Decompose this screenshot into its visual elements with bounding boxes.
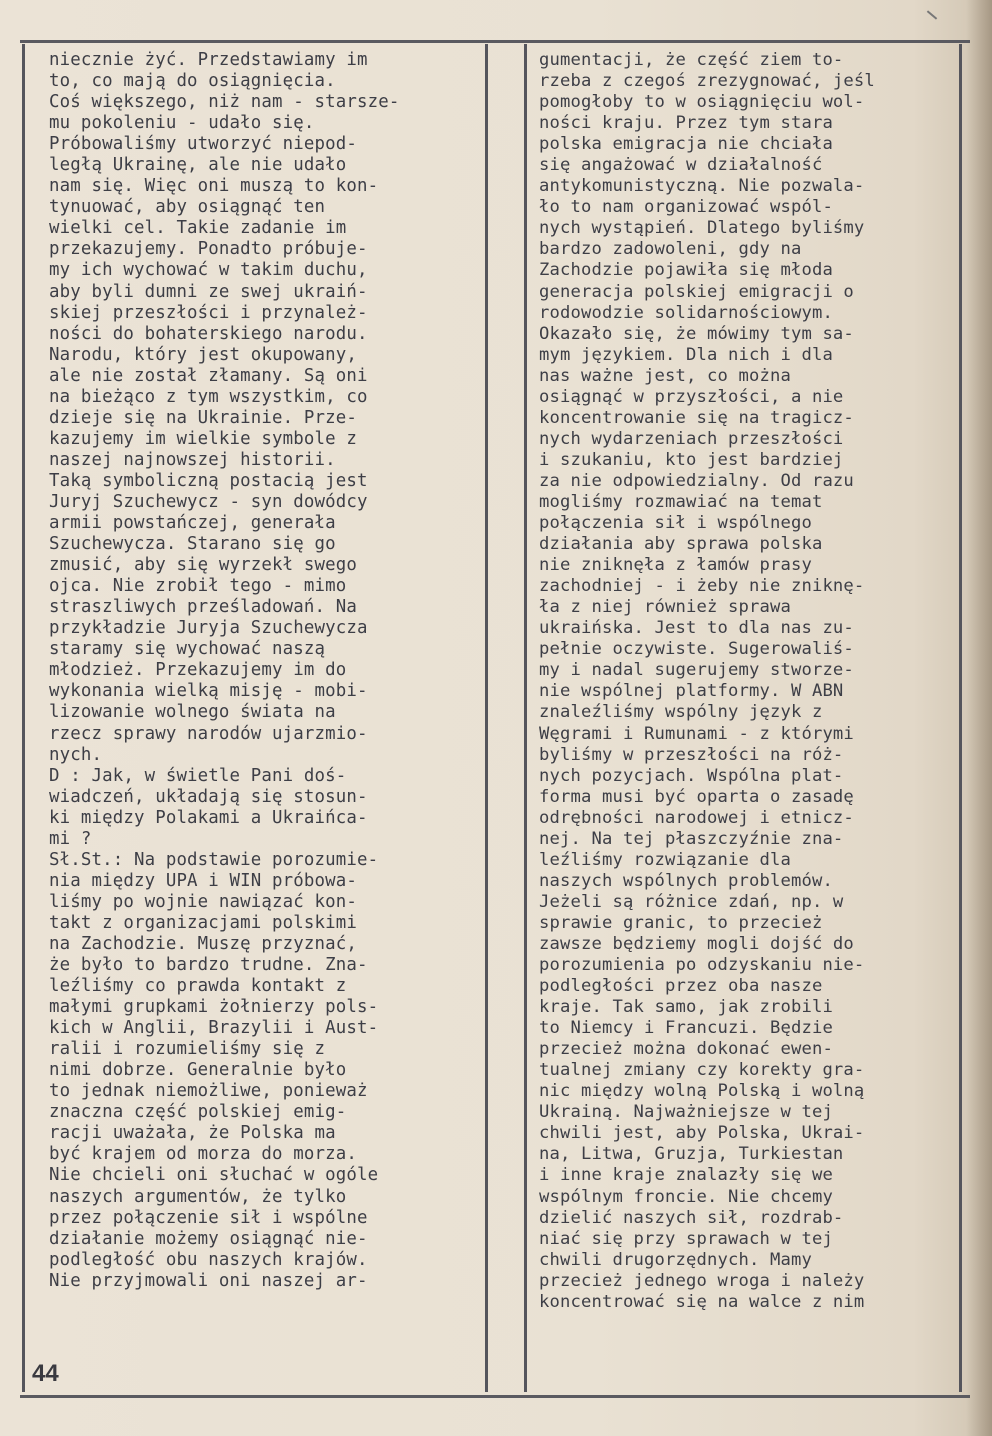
text-line: przecież można dokonać ewen-	[539, 1039, 833, 1060]
text-line: być krajem od morza do morza.	[49, 1144, 357, 1165]
text-line: za nie odpowiedzialny. Od razu	[539, 470, 854, 491]
text-line: koncentrować się na walce z nim	[539, 1291, 865, 1312]
text-line: działanie możemy osiągnąć nie-	[49, 1228, 368, 1249]
text-line: pełnie oczywiste. Sugerowaliś-	[539, 639, 854, 660]
text-line: młodzież. Przekazujemy im do	[49, 660, 347, 681]
text-line: rzecz sprawy narodów ujarzmio-	[49, 723, 368, 744]
text-line: kazujemy im wielkie symbole z	[49, 428, 357, 449]
text-line: mi ?	[49, 828, 92, 849]
text-line: ojca. Nie zrobił tego - mimo	[49, 576, 347, 597]
text-line: chwili drugorzędnych. Mamy	[539, 1249, 812, 1270]
text-line: ralii i rozumieliśmy się z	[49, 1039, 326, 1060]
text-line: naszych argumentów, że tylko	[49, 1186, 347, 1207]
text-line: straszliwych prześladowań. Na	[49, 597, 357, 618]
text-line: Zachodzie pojawiła się młoda	[539, 260, 833, 281]
text-line: rzeba z czegoś zrezygnować, jeśl	[539, 71, 875, 92]
text-line: ukraińska. Jest to dla nas zu-	[539, 618, 854, 639]
text-line: ki między Polakami a Ukraińca-	[49, 807, 368, 828]
text-line: staramy się wychować naszą	[49, 639, 326, 660]
text-line: i inne kraje znalazły się we	[539, 1165, 833, 1186]
text-line: znaczna część polskiej emig-	[49, 1102, 347, 1123]
text-line: to, co mają do osiągnięcia.	[49, 71, 336, 92]
text-line: antykomunistyczną. Nie pozwala-	[539, 176, 865, 197]
right-text-column	[524, 44, 962, 1392]
text-line: mu pokoleniu - udało się.	[49, 113, 315, 134]
text-line: Narodu, który jest okupowany,	[49, 344, 357, 365]
text-line: się angażować w działalność	[539, 155, 823, 176]
text-line: dzieje się na Ukrainie. Prze-	[49, 407, 357, 428]
text-line: małymi grupkami żołnierzy pols-	[49, 997, 379, 1018]
text-line: niać się przy sprawach w tej	[539, 1228, 833, 1249]
text-line: byliśmy w przeszłości na róż-	[539, 744, 844, 765]
text-line: wspólnym froncie. Nie chcemy	[539, 1186, 833, 1207]
text-line: przez połączenie sił i wspólne	[49, 1207, 368, 1228]
text-line: podległość obu naszych krajów.	[49, 1249, 368, 1270]
text-line: osiągnąć w przyszłości, a nie	[539, 386, 844, 407]
text-line: ale nie został złamany. Są oni	[49, 365, 368, 386]
text-line: nych wystąpień. Dlatego byliśmy	[539, 218, 865, 239]
text-line: ległą Ukrainę, ale nie udało	[49, 155, 347, 176]
page-number: 44	[32, 1360, 59, 1387]
text-line: naszych wspólnych problemów.	[539, 870, 833, 891]
text-line: my i nadal sugerujemy stworze-	[539, 660, 854, 681]
text-line: przekazujemy. Ponadto próbuje-	[49, 239, 368, 260]
text-line: Węgrami i Rumunami - z którymi	[539, 723, 854, 744]
text-line: Coś większego, niż nam - starsze-	[49, 92, 400, 113]
text-line: przecież jednego wroga i należy	[539, 1270, 865, 1291]
text-line: rodowodzie solidarnościowym.	[539, 302, 833, 323]
text-line: nam się. Więc oni muszą to kon-	[49, 176, 379, 197]
text-line: wiadczeń, układają się stosun-	[49, 786, 368, 807]
text-line: skiej przeszłości i przynależ-	[49, 302, 368, 323]
text-line: na, Litwa, Gruzja, Turkiestan	[539, 1144, 844, 1165]
text-line: nych wydarzeniach przeszłości	[539, 428, 844, 449]
text-line: kraje. Tak samo, jak zrobili	[539, 997, 833, 1018]
text-line: Okazało się, że mówimy tym sa-	[539, 323, 854, 344]
text-line: ło to nam organizować wspól-	[539, 197, 833, 218]
text-line: Juryj Szuchewycz - syn dowódcy	[49, 491, 368, 512]
text-line: przykładzie Juryja Szuchewycza	[49, 618, 368, 639]
text-line: niecznie żyć. Przedstawiamy im	[49, 50, 368, 70]
text-line: zawsze będziemy mogli dojść do	[539, 933, 854, 954]
corner-mark	[927, 10, 937, 19]
text-line: działania aby sprawa polska	[539, 534, 823, 555]
text-line: nas ważne jest, co można	[539, 365, 791, 386]
text-line: nie zniknęła z łamów prasy	[539, 555, 812, 576]
text-line: ności do bohaterskiego narodu.	[49, 323, 368, 344]
text-line: Jeżeli są różnice zdań, np. w	[539, 891, 844, 912]
text-line: lizowanie wolnego świata na	[49, 702, 336, 723]
text-line: Próbowaliśmy utworzyć niepod-	[49, 134, 357, 155]
text-line: pomogłoby to w osiągnięciu wol-	[539, 92, 865, 113]
text-line: to jednak niemożliwe, ponieważ	[49, 1081, 368, 1102]
text-line: znaleźliśmy wspólny język z	[539, 702, 823, 723]
text-line: sprawie granic, to przecież	[539, 912, 823, 933]
text-line: generacja polskiej emigracji o	[539, 281, 854, 302]
text-line: Taką symboliczną postacią jest	[49, 470, 368, 491]
left-text-column	[22, 44, 488, 1392]
text-line: nimi dobrze. Generalnie było	[49, 1060, 347, 1081]
text-line: Nie przyjmowali oni naszej ar-	[49, 1270, 368, 1291]
text-line: takt z organizacjami polskimi	[49, 912, 357, 933]
text-line: armii powstańczej, generała	[49, 513, 336, 534]
text-line: forma musi być oparta o zasadę	[539, 786, 854, 807]
text-line: porozumienia po odzyskaniu nie-	[539, 955, 865, 976]
text-line: tualnej zmiany czy korekty gra-	[539, 1060, 865, 1081]
text-line: gumentacji, że część ziem to-	[539, 50, 844, 70]
text-line: mogliśmy rozmawiać na temat	[539, 491, 823, 512]
text-line: to Niemcy i Francuzi. Będzie	[539, 1018, 833, 1039]
text-line: dzielić naszych sił, rozdrab-	[539, 1207, 844, 1228]
text-line: zmusić, aby się wyrzekł swego	[49, 555, 357, 576]
text-line: kich w Anglii, Brazylii i Aust-	[49, 1018, 379, 1039]
text-line: polska emigracja nie chciała	[539, 134, 833, 155]
text-line: nych.	[49, 744, 103, 765]
text-line: nej. Na tej płaszczyźnie zna-	[539, 828, 844, 849]
text-line: na bieżąco z tym wszystkim, co	[49, 386, 368, 407]
text-line: nych pozycjach. Wspólna plat-	[539, 765, 844, 786]
text-line: nie wspólnej platformy. W ABN	[539, 681, 844, 702]
text-line: podległości przez oba nasze	[539, 976, 823, 997]
text-line: chwili jest, aby Polska, Ukrai-	[539, 1123, 865, 1144]
text-line: racji uważała, że Polska ma	[49, 1123, 336, 1144]
text-line: mym językiem. Dla nich i dla	[539, 344, 833, 365]
text-line: zachodniej - i żeby nie zniknę-	[539, 576, 865, 597]
text-line: połączenia sił i wspólnego	[539, 513, 812, 534]
text-line: wielki cel. Takie zadanie im	[49, 218, 347, 239]
text-line: nic między wolną Polską i wolną	[539, 1081, 865, 1102]
text-line: Nie chcieli oni słuchać w ogóle	[49, 1165, 379, 1186]
text-line: bardzo zadowoleni, gdy na	[539, 239, 802, 260]
text-line: D : Jak, w świetle Pani doś-	[49, 765, 347, 786]
text-line: tynuować, aby osiągnąć ten	[49, 197, 326, 218]
text-line: leźliśmy co prawda kontakt z	[49, 976, 347, 997]
text-line: ła z niej również sprawa	[539, 597, 791, 618]
text-line: Szuchewycza. Starano się go	[49, 534, 336, 555]
text-line: liśmy po wojnie nawiązać kon-	[49, 891, 357, 912]
text-line: odrębności narodowej i etnicz-	[539, 807, 854, 828]
text-line: Sł.St.: Na podstawie porozumie-	[49, 849, 379, 870]
text-line: naszej najnowszej historii.	[49, 449, 336, 470]
page-edge-shadow	[966, 0, 992, 1436]
text-line: że było to bardzo trudne. Zna-	[49, 955, 368, 976]
text-line: koncentrowanie się na tragicz-	[539, 407, 854, 428]
text-line: ności kraju. Przez tym stara	[539, 113, 833, 134]
text-line: nia między UPA i WIN próbowa-	[49, 870, 357, 891]
text-line: wykonania wielką misję - mobi-	[49, 681, 368, 702]
text-line: Ukrainą. Najważniejsze w tej	[539, 1102, 833, 1123]
text-line: my ich wychować w takim duchu,	[49, 260, 368, 281]
text-line: i szukaniu, kto jest bardziej	[539, 449, 844, 470]
text-line: na Zachodzie. Muszę przyznać,	[49, 933, 357, 954]
text-line: leźliśmy rozwiązanie dla	[539, 849, 791, 870]
text-line: aby byli dumni ze swej ukraiń-	[49, 281, 368, 302]
